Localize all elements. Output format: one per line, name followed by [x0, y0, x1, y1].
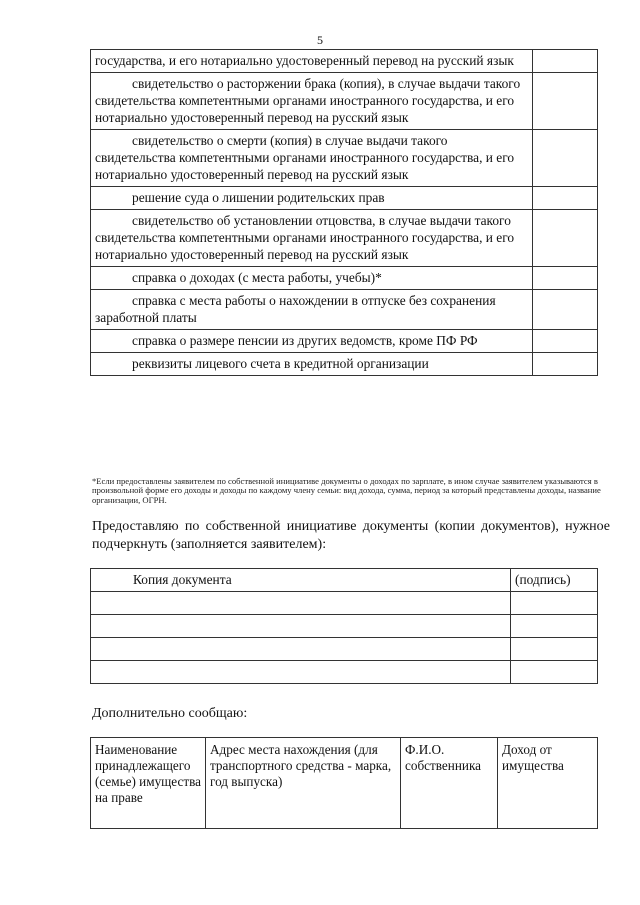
document-copies-table [90, 568, 598, 684]
copy-entry-row [91, 615, 598, 638]
copies-header-row [91, 569, 598, 592]
col-signature: (подпись) [511, 569, 598, 592]
document-mark-cell[interactable] [533, 73, 598, 130]
copy-document-cell[interactable] [91, 661, 511, 684]
document-row [91, 187, 598, 210]
additional-info-label: Дополнительно сообщаю: [92, 706, 248, 721]
document-row [91, 210, 598, 267]
footnote: *Если предоставлены заявителем по собственной инициативе документы о доходах по зарплате, в ином случае заявителем указываются в произвольной форме его доходы и доходы по каждому члену семьи: вид дохода, сумма, период за который представлены доходы, название организации, ОГРН. [92, 476, 601, 505]
property-header-row [91, 738, 598, 829]
document-name: свидетельство об установлении отцовства, в случае выдачи такого свидетельства компетентными органами иностранного государства, и его нотариально удостоверенный перевод на русский язык [91, 210, 533, 267]
document-mark-cell[interactable] [533, 130, 598, 187]
document-row [91, 290, 598, 330]
copy-document-cell[interactable] [91, 615, 511, 638]
document-row [91, 73, 598, 130]
document-mark-cell[interactable] [533, 50, 598, 73]
document-mark-cell[interactable] [533, 330, 598, 353]
document-name: справка о размере пенсии из других ведомств, кроме ПФ РФ [91, 330, 533, 353]
copy-signature-cell[interactable] [511, 661, 598, 684]
document-row [91, 50, 598, 73]
col-property-income: Доход от имущества [498, 738, 598, 829]
copy-signature-cell[interactable] [511, 615, 598, 638]
document-name: справка о доходах (с места работы, учебы)* [91, 267, 533, 290]
document-name: государства, и его нотариально удостоверенный перевод на русский язык [91, 50, 533, 73]
copy-document-cell[interactable] [91, 592, 511, 615]
col-document-copy: Копия документа [91, 569, 511, 592]
col-owner-name: Ф.И.О. собственника [401, 738, 498, 829]
col-property-address: Адрес места нахождения (для транспортного средства - марка, год выпуска) [206, 738, 401, 829]
copy-signature-cell[interactable] [511, 592, 598, 615]
copy-entry-row [91, 592, 598, 615]
document-mark-cell[interactable] [533, 210, 598, 267]
document-mark-cell[interactable] [533, 267, 598, 290]
copy-entry-row [91, 638, 598, 661]
document-row [91, 130, 598, 187]
property-table [90, 737, 598, 829]
document-name: справка с места работы о нахождении в отпуске без сохранения заработной платы [91, 290, 533, 330]
provide-documents-intro: Предоставляю по собственной инициативе документы (копии документов), нужное подчеркнуть (заполняется заявителем): [92, 519, 610, 552]
copy-document-cell[interactable] [91, 638, 511, 661]
document-row [91, 353, 598, 376]
col-property-name: Наименование принадлежащего (семье) имущества на праве [91, 738, 206, 829]
document-row [91, 330, 598, 353]
documents-table [90, 49, 598, 376]
copy-signature-cell[interactable] [511, 638, 598, 661]
document-name: свидетельство о смерти (копия) в случае выдачи такого свидетельства компетентными органами иностранного государства, и его нотариально удостоверенный перевод на русский язык [91, 130, 533, 187]
page-number: 5 [317, 33, 323, 47]
document-name: реквизиты лицевого счета в кредитной организации [91, 353, 533, 376]
document-mark-cell[interactable] [533, 290, 598, 330]
document-row [91, 267, 598, 290]
copy-entry-row [91, 661, 598, 684]
document-name: решение суда о лишении родительских прав [91, 187, 533, 210]
document-mark-cell[interactable] [533, 187, 598, 210]
document-mark-cell[interactable] [533, 353, 598, 376]
document-name: свидетельство о расторжении брака (копия), в случае выдачи такого свидетельства компетентными органами иностранного государства, и его нотариально удостоверенный перевод на русский язык [91, 73, 533, 130]
